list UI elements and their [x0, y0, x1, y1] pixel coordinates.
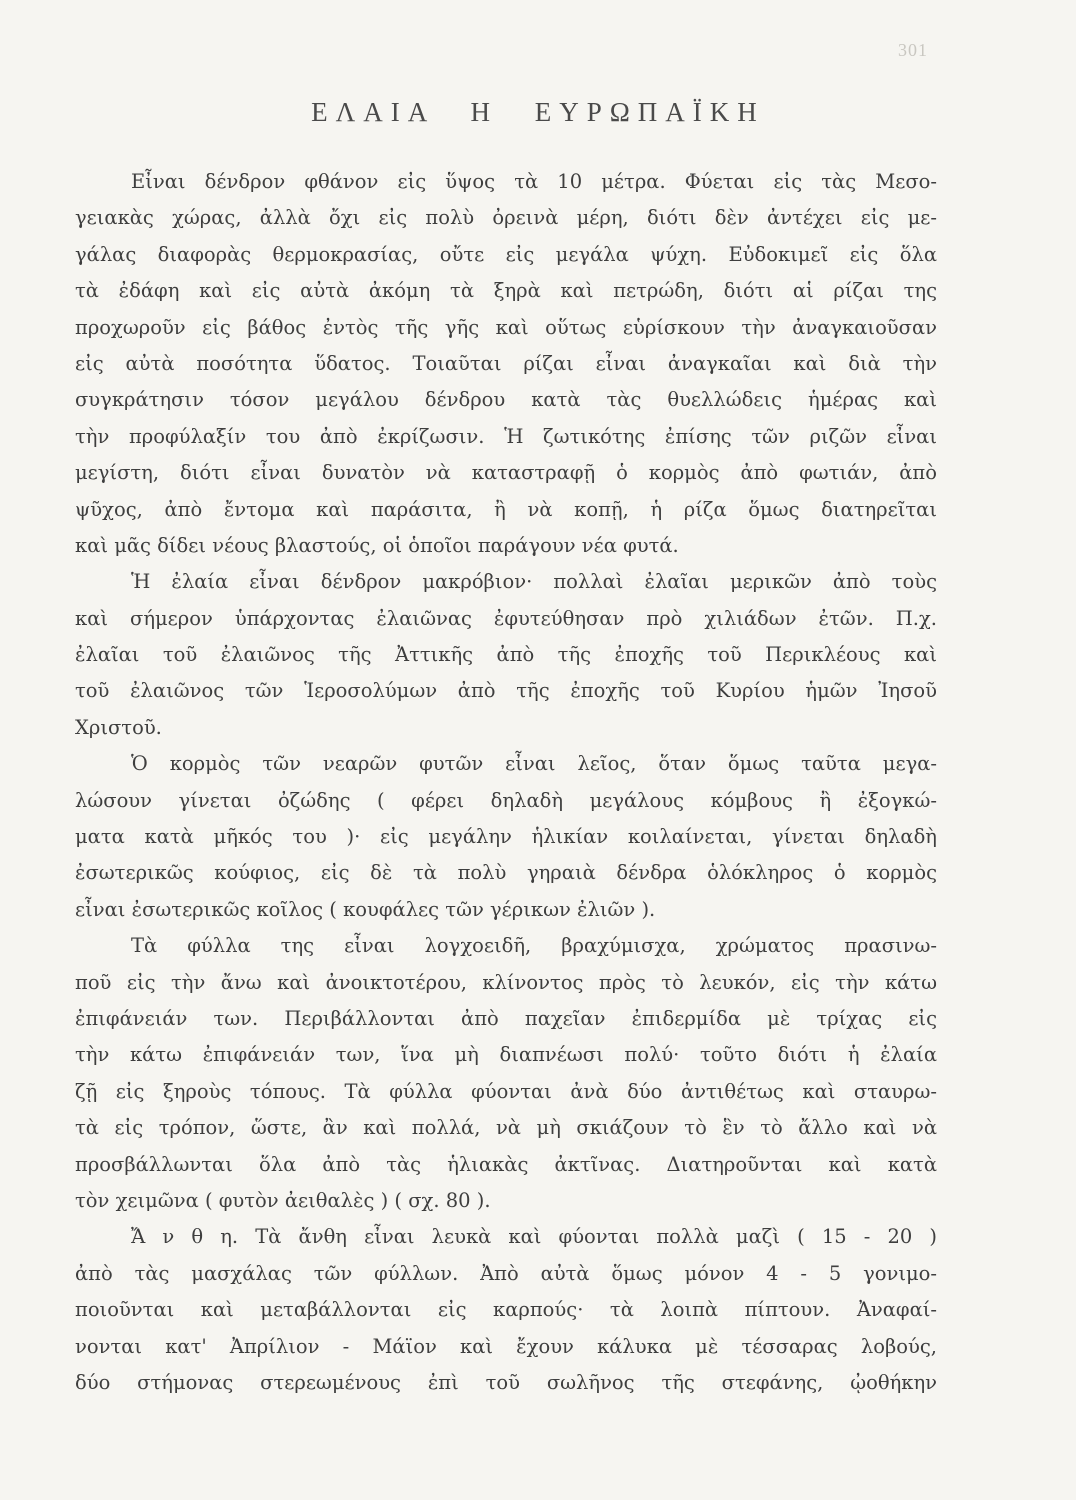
text-line: ψῦχος, ἀπὸ ἔντομα καὶ παράσιτα, ἢ νὰ κοπῇ, ἡ ρίζα ὅμως διατηρεῖται: [75, 497, 937, 521]
text-line: δύο στήμονας στερεωμένους ἐπὶ τοῦ σωλῆνος τῆς στεφάνης, ᾠοθήκην: [75, 1370, 937, 1394]
text-line: συγκράτησιν τόσον μεγάλου δένδρου κατὰ τὰς θυελλώδεις ἡμέρας καὶ: [75, 388, 937, 412]
text-line: τὰ ἐδάφη καὶ εἰς αὐτὰ ἀκόμη τὰ ξηρὰ καὶ πετρώδη, διότι αἱ ρίζαι της: [75, 279, 937, 303]
text-line: γειακὰς χώρας, ἀλλὰ ὄχι εἰς πολὺ ὀρεινὰ μέρη, διότι δὲν ἀντέχει εἰς με-: [75, 206, 937, 230]
text-line: ἀπὸ τὰς μασχάλας τῶν φύλλων. Ἀπὸ αὐτὰ ὅμως μόνον 4 - 5 γονιμο-: [75, 1261, 937, 1285]
text-line: ἐσωτερικῶς κούφιος, εἰς δὲ τὰ πολὺ γηραιὰ δένδρα ὁλόκληρος ὁ κορμὸς: [75, 861, 937, 885]
text-line: νονται κατ' Ἀπρίλιον - Μάϊον καὶ ἔχουν κάλυκα μὲ τέσσαρας λοβούς,: [75, 1334, 937, 1358]
text-line: τὴν προφύλαξίν του ἀπὸ ἐκρίζωσιν. Ἡ ζωτικότης ἐπίσης τῶν ριζῶν εἶναι: [75, 424, 937, 448]
text-line: εἰς αὐτὰ ποσότητα ὕδατος. Τοιαῦται ρίζαι εἶναι ἀναγκαῖαι καὶ διὰ τὴν: [75, 351, 937, 375]
text-line: Χριστοῦ.: [75, 715, 162, 739]
text-line: τοῦ ἐλαιῶνος τῶν Ἱεροσολύμων ἀπὸ τῆς ἐποχῆς τοῦ Κυρίου ἡμῶν Ἰησοῦ: [75, 679, 937, 703]
text-line: Εἶναι δένδρον φθάνον εἰς ὕψος τὰ 10 μέτρα. Φύεται εἰς τὰς Μεσο-: [131, 170, 937, 193]
text-line: λώσουν γίνεται ὀζώδης ( φέρει δηλαδὴ μεγάλους κόμβους ἢ ἐξογκώ-: [75, 788, 937, 812]
body-text: [75, 164, 937, 1401]
text-line: καὶ σήμερον ὑπάρχοντας ἐλαιῶνας ἐφυτεύθησαν πρὸ χιλιάδων ἐτῶν. Π.χ.: [75, 606, 937, 630]
text-line: προσβάλλωνται ὅλα ἀπὸ τὰς ἡλιακὰς ἀκτῖνας. Διατηροῦνται καὶ κατὰ: [75, 1152, 937, 1176]
page-number: 301: [898, 40, 928, 60]
text-line: τὴν κάτω ἐπιφάνειάν των, ἵνα μὴ διαπνέωσι πολύ· τοῦτο διότι ἡ ἐλαία: [75, 1043, 937, 1067]
text-line: τὰ εἰς τρόπον, ὥστε, ἂν καὶ πολλά, νὰ μὴ σκιάζουν τὸ ἓν τὸ ἄλλο καὶ νὰ: [75, 1116, 937, 1140]
text-line: εἶναι ἐσωτερικῶς κοῖλος ( κουφάλες τῶν γέρικων ἐλιῶν ).: [75, 897, 656, 921]
text-line: ποιοῦνται καὶ μεταβάλλονται εἰς καρπούς· τὰ λοιπὰ πίπτουν. Ἀναφαί-: [75, 1298, 937, 1322]
text-line: ἐλαῖαι τοῦ ἐλαιῶνος τῆς Ἀττικῆς ἀπὸ τῆς ἐποχῆς τοῦ Περικλέους καὶ: [75, 643, 937, 667]
text-line: ματα κατὰ μῆκός του )· εἰς μεγάλην ἡλικίαν κοιλαίνεται, γίνεται δηλαδὴ: [75, 825, 937, 849]
text-line: ποῦ εἰς τὴν ἄνω καὶ ἀνοικτοτέρου, κλίνοντος πρὸς τὸ λευκόν, εἰς τὴν κάτω: [75, 970, 937, 994]
text-line: Ὁ κορμὸς τῶν νεαρῶν φυτῶν εἶναι λεῖος, ὅταν ὅμως ταῦτα μεγα-: [131, 752, 937, 776]
text-line: Ἄ ν θ η. Τὰ ἄνθη εἶναι λευκὰ καὶ φύονται πολλὰ μαζὶ ( 15 - 20 ): [131, 1225, 937, 1249]
text-line: προχωροῦν εἰς βάθος ἐντὸς τῆς γῆς καὶ οὕτως εὑρίσκουν τὴν ἀναγκαιοῦσαν: [75, 315, 937, 339]
page-title: ΕΛΑΙΑ Η ΕΥΡΩΠΑΪΚΗ: [311, 97, 765, 127]
text-line: Ἡ ἐλαία εἶναι δένδρον μακρόβιον· πολλαὶ ἐλαῖαι μερικῶν ἀπὸ τοὺς: [131, 570, 937, 594]
text-line: ἐπιφάνειάν των. Περιβάλλονται ἀπὸ παχεῖαν ἐπιδερμίδα μὲ τρίχας εἰς: [75, 1006, 937, 1030]
text-line: ζῇ εἰς ξηροὺς τόπους. Τὰ φύλλα φύονται ἀνὰ δύο ἀντιθέτως καὶ σταυρω-: [75, 1079, 937, 1103]
text-line: μεγίστη, διότι εἶναι δυνατὸν νὰ καταστραφῇ ὁ κορμὸς ἀπὸ φωτιάν, ἀπὸ: [75, 461, 937, 485]
text-line: τὸν χειμῶνα ( φυτὸν ἀειθαλὲς ) ( σχ. 80 ).: [75, 1188, 491, 1212]
text-line: καὶ μᾶς δίδει νέους βλαστούς, οἱ ὁποῖοι παράγουν νέα φυτά.: [75, 533, 679, 557]
text-line: Τὰ φύλλα της εἶναι λογχοειδῆ, βραχύμισχα, χρώματος πρασινω-: [131, 934, 937, 958]
text-line: γάλας διαφορὰς θερμοκρασίας, οὔτε εἰς μεγάλα ψύχη. Εὐδοκιμεῖ εἰς ὅλα: [75, 242, 937, 266]
